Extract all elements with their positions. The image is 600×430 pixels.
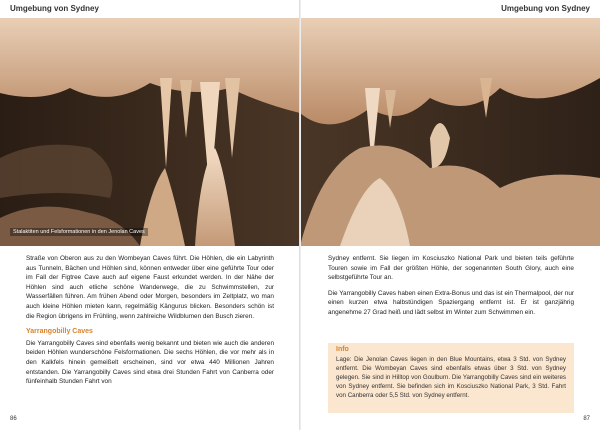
page-number-right: 87	[583, 416, 590, 422]
running-head-left: Umgebung von Sydney	[10, 4, 99, 13]
info-box-text: Lage: Die Jenolan Caves liegen in den Blue Mountains, etwa 3 Std. von Sydney entfernt. Die Wombeyan Caves sind ebenfalls etwas über 3 Std. von Sydney gelegen. Sie sind in Hilltop von Goulburn. Die Yarrangobilly Caves sind ein weiteres von Sydney entfernt. Sie befinden sich im Kosciuszko National Park, 3 Std. Fahrt von Canberra oder 5,5 Std. von Sydney entfernt.	[336, 356, 566, 399]
page-number-left: 86	[10, 416, 17, 422]
left-text-column	[26, 254, 274, 393]
running-head-right: Umgebung von Sydney	[501, 4, 590, 13]
info-box	[328, 343, 574, 413]
right-paragraph-2: Die Yarrangobilly Caves haben einen Extra-Bonus und das ist ein Thermalpool, der nur einen kurzen etwa halbstündigen Spaziergang entfernt ist. Er ist ganzjährig angenehme 27 Grad heiß und lädt selbst im Winter zum Schwimmen ein.	[328, 289, 574, 316]
info-box-title: Info	[336, 346, 349, 353]
section-heading-yarrangobilly: Yarrangobilly Caves	[26, 328, 93, 336]
left-paragraph-2: Die Yarrangobilly Caves sind ebenfalls wenig bekannt und bieten wie auch die anderen beiden Höhlen wunderschöne Felsformationen. Die sechs Höhlen, die vor mehr als in den Kalkfels hinein gemeißelt erscheinen, sind vor etwa 440 Millionen Jahren entstanden. Die Yarrangobilly Caves sind etwa drei Stunden Fahrt von Canberra oder fünfeinhalb Stunden Fahrt von	[26, 339, 274, 386]
right-text-column	[328, 254, 574, 324]
book-spine	[299, 0, 301, 430]
left-paragraph-1: Straße von Oberon aus zu den Wombeyan Caves führt. Die Höhlen, die ein Labyrinth aus Tunneln, Bächen und Höhlen sind, können entweder über eine geführte Tour oder im Fall der Figtree Cave auch auf eigene Faust erkundet werden. In der Nähe der Höhlen sind auch etliche schöne Wanderwege, die zu Schwimmstellen, zur Wasserfällen führen. Am frühen Abend oder Morgen, besonders im Zeltplatz, wo man auch kleine Höhlen mieten kann, regelmäßig Kängurus blicken. Besonders schön ist die Region übrigens im Frühling, wenn zahlreiche Wildblumen den Busch zieren.	[26, 255, 274, 320]
right-paragraph-1: Sydney entfernt. Sie liegen im Kosciuszko National Park und bieten teils geführte Touren sowie im Fall der größten Höhle, der sogenannten South Glory, auch eine selbstgeführte Tour an.	[328, 255, 574, 282]
photo-caption: Stalaktiten und Felsformationen in den Jenolan Caves	[10, 228, 148, 236]
